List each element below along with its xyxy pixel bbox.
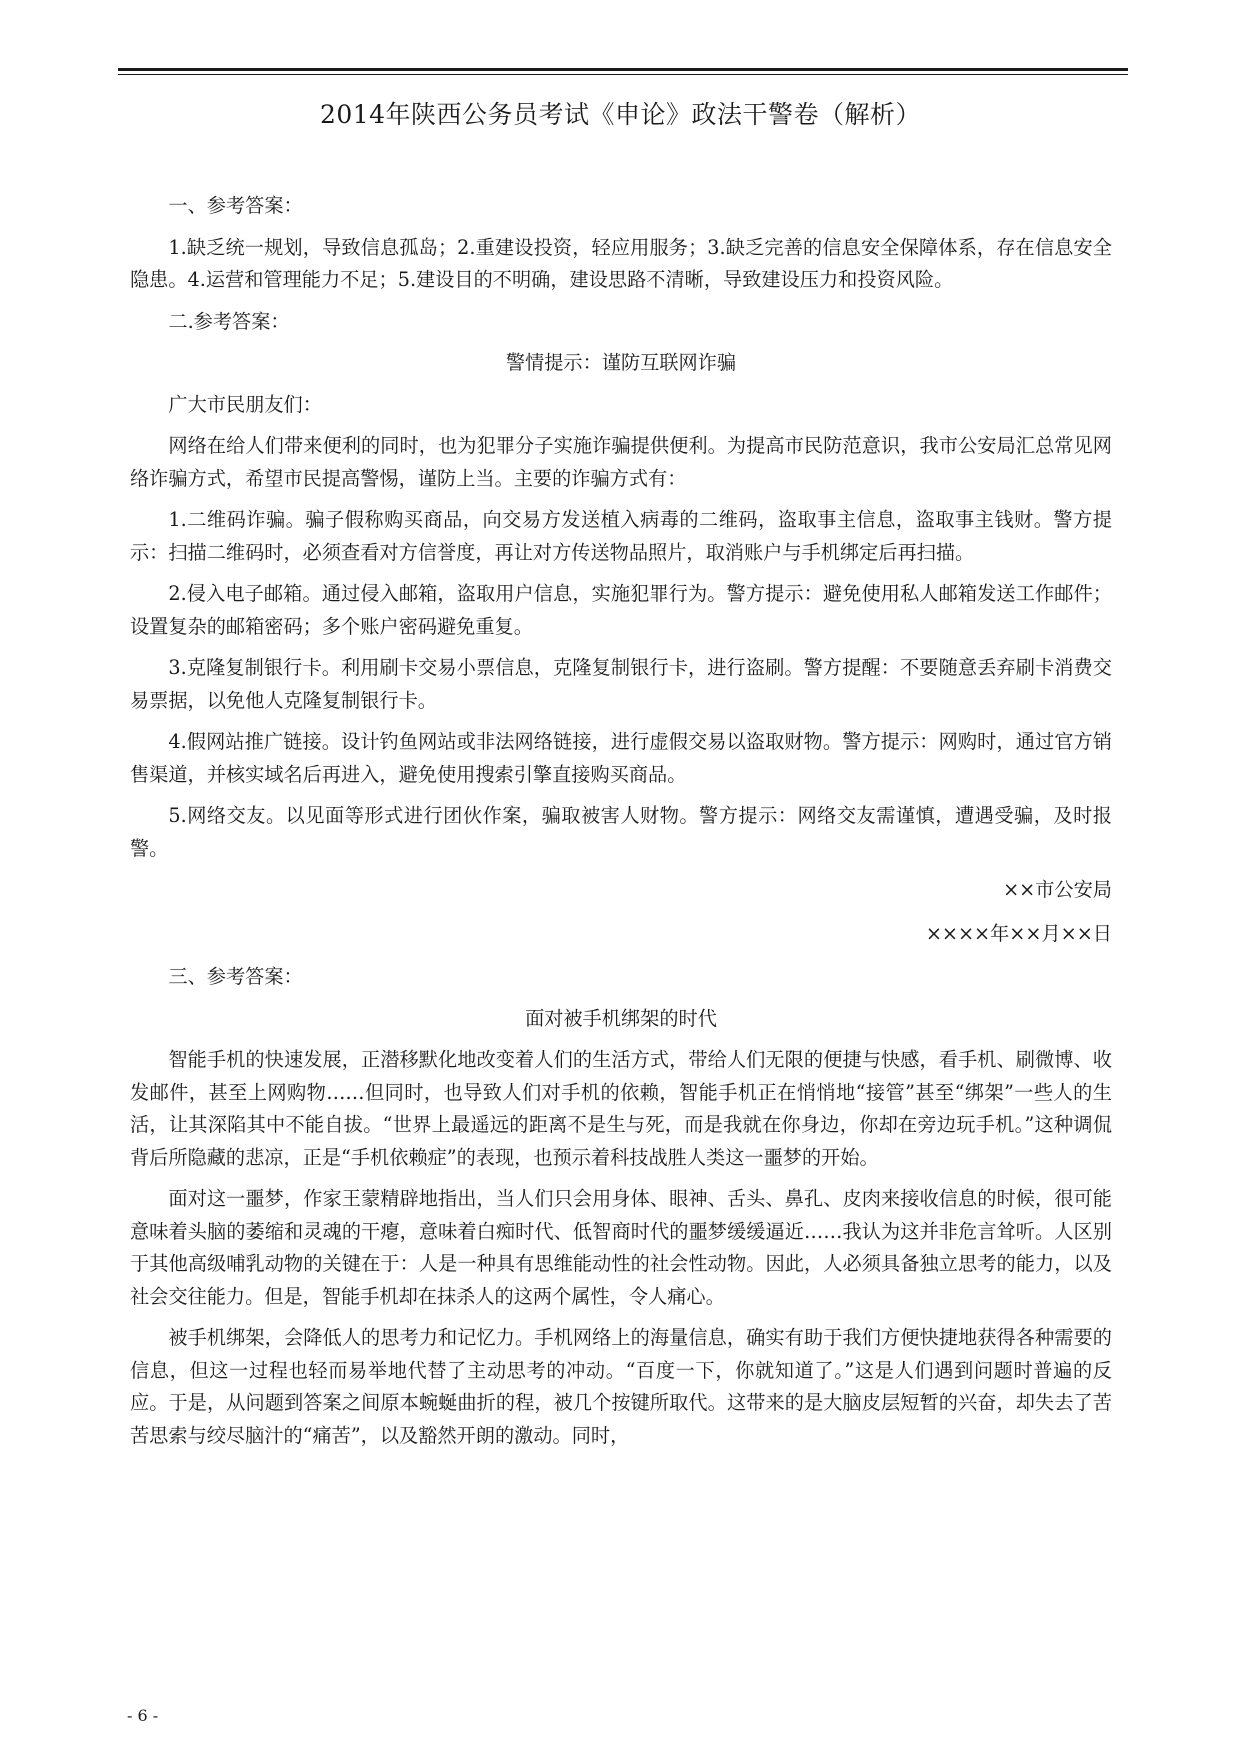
section-heading: 面对被手机绑架的时代 <box>525 1006 717 1030</box>
paragraph: 4.假网站推广链接。设计钓鱼网站或非法网络链接，进行虚假交易以盗取财物。警方提示：网购时，通过官方销售渠道，并核实域名后再进入，避免使用搜索引擎直接购买商品。 <box>130 730 1112 786</box>
paragraph: 广大市民朋友们： <box>168 392 322 416</box>
paragraph: 三、参考答案： <box>168 965 303 988</box>
paragraph: 一、参考答案： <box>168 194 303 217</box>
signature-line: ××市公安局 <box>1003 878 1112 901</box>
paragraph: 5.网络交友。以见面等形式进行团伙作案，骗取被害人财物。警方提示：网络交友需谨慎，遭遇受骗，及时报警。 <box>130 804 1112 860</box>
paragraph: 智能手机的快速发展，正潜移默化地改变着人们的生活方式，带给人们无限的便捷与快感，看手机、刷微博、收发邮件，甚至上网购物……但同时，也导致人们对手机的依赖，智能手机正在悄悄地“接管”甚至“绑架”一些人的生活，让其深陷其中不能自拔。“世界上最遥远的距离不是生与死，而是我就在你身边，你却在旁边玩手机。”这种调侃背后所隐藏的悲凉，正是“手机依赖症”的表现，也预示着科技战胜人类这一噩梦的开始。 <box>130 1048 1112 1169</box>
paragraph: 1.二维码诈骗。骗子假称购买商品，向交易方发送植入病毒的二维码，盗取事主信息，盗取事主钱财。警方提示：扫描二维码时，必须查看对方信誉度，再让对方传送物品照片，取消账户与手机绑定后再扫描。 <box>130 508 1112 564</box>
document-title: 2014年陕西公务员考试《申论》政法干警卷（解析） <box>319 100 922 129</box>
paragraph: 面对这一噩梦，作家王蒙精辟地指出，当人们只会用身体、眼神、舌头、鼻孔、皮肉来接收信息的时候，很可能意味着头脑的萎缩和灵魂的干瘪，意味着白痴时代、低智商时代的噩梦缓缓逼近……我认为这并非危言耸听。人区别于其他高级哺乳动物的关键在于：人是一种具有思维能动性的社会性动物。因此，人必须具备独立思考的能力，以及社会交往能力。但是，智能手机却在抹杀人的这两个属性，令人痛心。 <box>130 1187 1112 1308</box>
paragraph: 网络在给人们带来便利的同时，也为犯罪分子实施诈骗提供便利。为提高市民防范意识，我市公安局汇总常见网络诈骗方式，希望市民提高警惕，谨防上当。主要的诈骗方式有： <box>130 434 1112 490</box>
paragraph: 二.参考答案： <box>168 309 290 333</box>
section-heading: 警情提示：谨防互联网诈骗 <box>505 351 737 374</box>
document-body <box>130 190 1112 1461</box>
paragraph: 2.侵入电子邮箱。通过侵入邮箱，盗取用户信息，实施犯罪行为。警方提示：避免使用私人邮箱发送工作邮件；设置复杂的邮箱密码；多个账户密码避免重复。 <box>130 582 1112 638</box>
header-rule-thick <box>118 68 1128 71</box>
paragraph: 被手机绑架，会降低人的思考力和记忆力。手机网络上的海量信息，确实有助于我们方便快捷地获得各种需要的信息，但这一过程也轻而易举地代替了主动思考的冲动。“百度一下，你就知道了。”这是人们遇到问题时普遍的反应。于是，从问题到答案之间原本蜿蜒曲折的程，被几个按键所取代。这带来的是大脑皮层短暂的兴奋，却失去了苦苦思索与绞尽脑汁的“痛苦”，以及豁然开朗的激动。同时， <box>130 1326 1112 1447</box>
page-number: - 6 - <box>127 1706 159 1725</box>
signature-line: ××××年××月××日 <box>925 921 1112 945</box>
header-rule-thin <box>118 74 1128 75</box>
paragraph: 3.克隆复制银行卡。利用刷卡交易小票信息，克隆复制银行卡，进行盗刷。警方提醒：不要随意丢弃刷卡消费交易票据，以免他人克隆复制银行卡。 <box>130 656 1112 712</box>
paragraph: 1.缺乏统一规划，导致信息孤岛；2.重建设投资，轻应用服务；3.缺乏完善的信息安全保障体系，存在信息安全隐患。4.运营和管理能力不足；5.建设目的不明确，建设思路不清晰，导致建设压力和投资风险。 <box>130 235 1112 291</box>
